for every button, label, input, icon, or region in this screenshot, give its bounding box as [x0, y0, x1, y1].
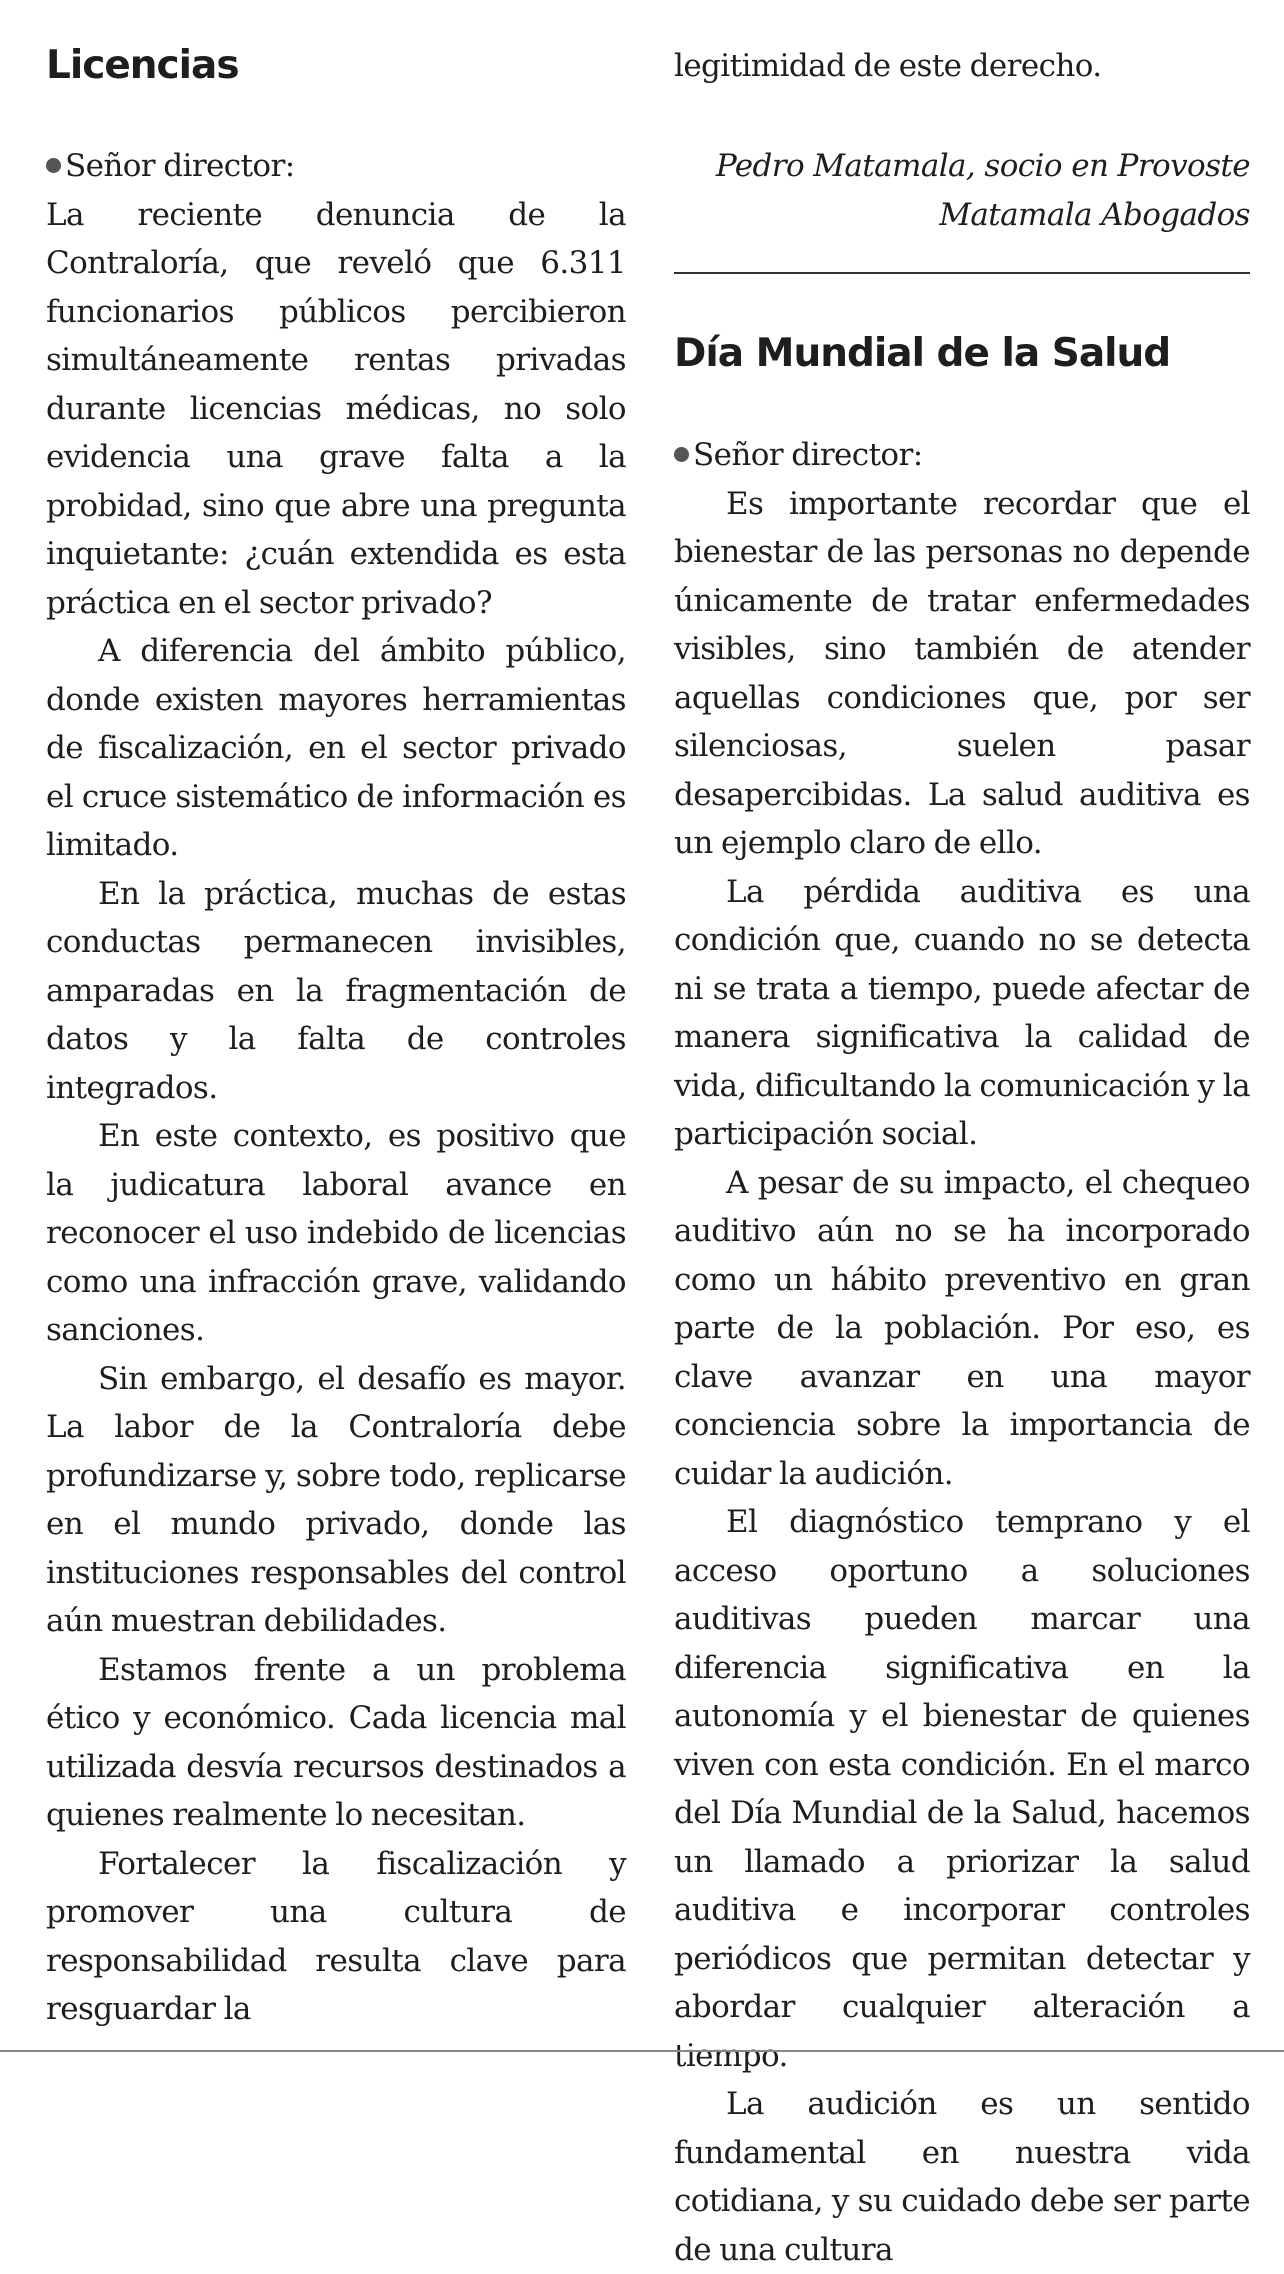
letter-2-paragraph: A pesar de su impacto, el chequeo auditivo aún no se ha incorporado como un hábito preventivo en gran parte de la población. Por eso, es clave avanzar en una mayor conciencia sobre la importancia de cuidar la audición. — [674, 1164, 1250, 1492]
letter-1-paragraph: En este contexto, es positivo que la judicatura laboral avance en reconocer el uso indebido de licencias como una infracción grave, validando sanciones. — [46, 1118, 626, 1348]
letter-2-paragraph: La pérdida auditiva es una condición que, cuando no se detecta ni se trata a tiempo, puede afectar de manera significativa la calidad de vida, dificultando la comunicación y la participación social. — [674, 873, 1250, 1152]
letter-1-salutation-line — [46, 142, 626, 191]
section-divider — [674, 272, 1250, 274]
bullet-icon — [674, 447, 689, 462]
page-bottom-rule — [0, 2050, 1284, 2052]
letter-2-salutation: Señor director: — [693, 437, 923, 473]
letter-2-title: Día Mundial de la Salud — [674, 331, 1171, 376]
letter-1-signature: Pedro Matamala, socio en Provoste Matamala Abogados — [715, 148, 1250, 233]
letter-2-paragraph: Es importante recordar que el bienestar de las personas no depende únicamente de tratar enfermedades visibles, sino también de atender aquellas condiciones que, por ser silenciosas, suelen pasar desapercibidas. La salud auditiva es un ejemplo claro de ello. — [674, 485, 1250, 861]
letter-1-paragraph: A diferencia del ámbito público, donde existen mayores herramientas de fiscalización, en el sector privado el cruce sistemático de información es limitado. — [46, 633, 626, 863]
letter-1-paragraph: La reciente denuncia de la Contraloría, que reveló que 6.311 funcionarios públicos percibieron simultáneamente rentas privadas durante licencias médicas, no solo evidencia una grave falta a la probidad, sino que abre una pregunta inquietante: ¿cuán extendida es esta práctica en el sector privado? — [46, 196, 626, 621]
letter-2-salutation-line — [674, 431, 1250, 480]
letter-1-paragraph: En la práctica, muchas de estas conductas permanecen invisibles, amparadas en la fragmentación de datos y la falta de controles integrados. — [46, 875, 626, 1106]
letter-1-body — [46, 142, 626, 2034]
letter-1-paragraph: Estamos frente a un problema ético y económico. Cada licencia mal utilizada desvía recursos destinados a quienes realmente lo necesitan. — [46, 1651, 626, 1833]
letter-1-title: Licencias — [46, 43, 239, 88]
letter-2-paragraph: La audición es un sentido fundamental en nuestra vida cotidiana, y su cuidado debe ser parte de una cultura — [674, 2086, 1250, 2268]
letter-1-paragraph: Sin embargo, el desafío es mayor. La labor de la Contraloría debe profundizarse y, sobre todo, replicarse en el mundo privado, donde las instituciones responsables del control aún muestran debilidades. — [46, 1360, 626, 1639]
letter-1-salutation: Señor director: — [65, 148, 295, 184]
letter-2-paragraph: El diagnóstico temprano y el acceso oportuno a soluciones auditivas pueden marcar una diferencia significativa en la autonomía y el bienestar de quienes viven con esta condición. En el marco del Día Mundial de la Salud, hacemos un llamado a priorizar la salud auditiva e incorporar controles periódicos que permitan detectar y abordar cualquier alteración a tiempo. — [674, 1504, 1250, 2074]
letter-1-paragraph: Fortalecer la fiscalización y promover una cultura de responsabilidad resulta clave para resguardar la — [46, 1845, 626, 2027]
letter-1-continuation: legitimidad de este derecho. — [674, 48, 1102, 84]
bullet-icon — [46, 158, 61, 173]
letter-2-body — [674, 431, 1250, 2274]
